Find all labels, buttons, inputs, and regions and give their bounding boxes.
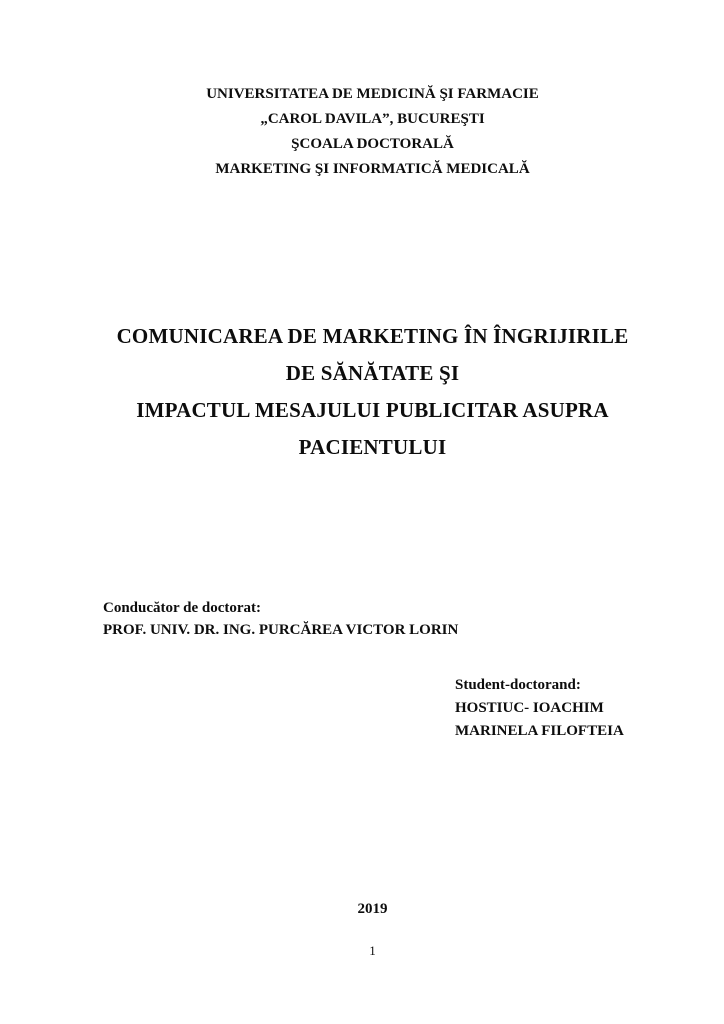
page-number: 1 xyxy=(369,943,376,958)
university-header xyxy=(105,82,640,182)
advisor-label: Conducător de doctorat: xyxy=(103,600,262,616)
thesis-title-line1: COMUNICAREA DE MARKETING ÎN ÎNGRIJIRILE xyxy=(116,324,629,348)
advisor-name: PROF. UNIV. DR. ING. PURCĂREA VICTOR LORIN xyxy=(103,622,459,638)
thesis-title-line2: DE SĂNĂTATE ŞI xyxy=(285,361,460,385)
publication-year: 2019 xyxy=(357,901,388,917)
thesis-title-line4: PACIENTULUI xyxy=(298,435,447,459)
department-name: MARKETING ŞI INFORMATICĂ MEDICALĂ xyxy=(215,161,530,177)
student-name-line1: HOSTIUC- IOACHIM xyxy=(455,700,604,716)
student-label: Student-doctorand: xyxy=(455,677,581,693)
student-name-line2: MARINELA FILOFTEIA xyxy=(455,723,624,739)
thesis-title-line3: IMPACTUL MESAJULUI PUBLICITAR ASUPRA xyxy=(136,398,609,422)
university-name-line2: „CAROL DAVILA”, BUCUREŞTI xyxy=(260,111,485,127)
student-section xyxy=(455,674,624,743)
advisor-section xyxy=(103,597,458,641)
university-name: UNIVERSITATEA DE MEDICINĂ ŞI FARMACIE xyxy=(206,86,539,102)
thesis-title xyxy=(105,318,640,466)
doctoral-school: ŞCOALA DOCTORALĂ xyxy=(291,136,454,152)
